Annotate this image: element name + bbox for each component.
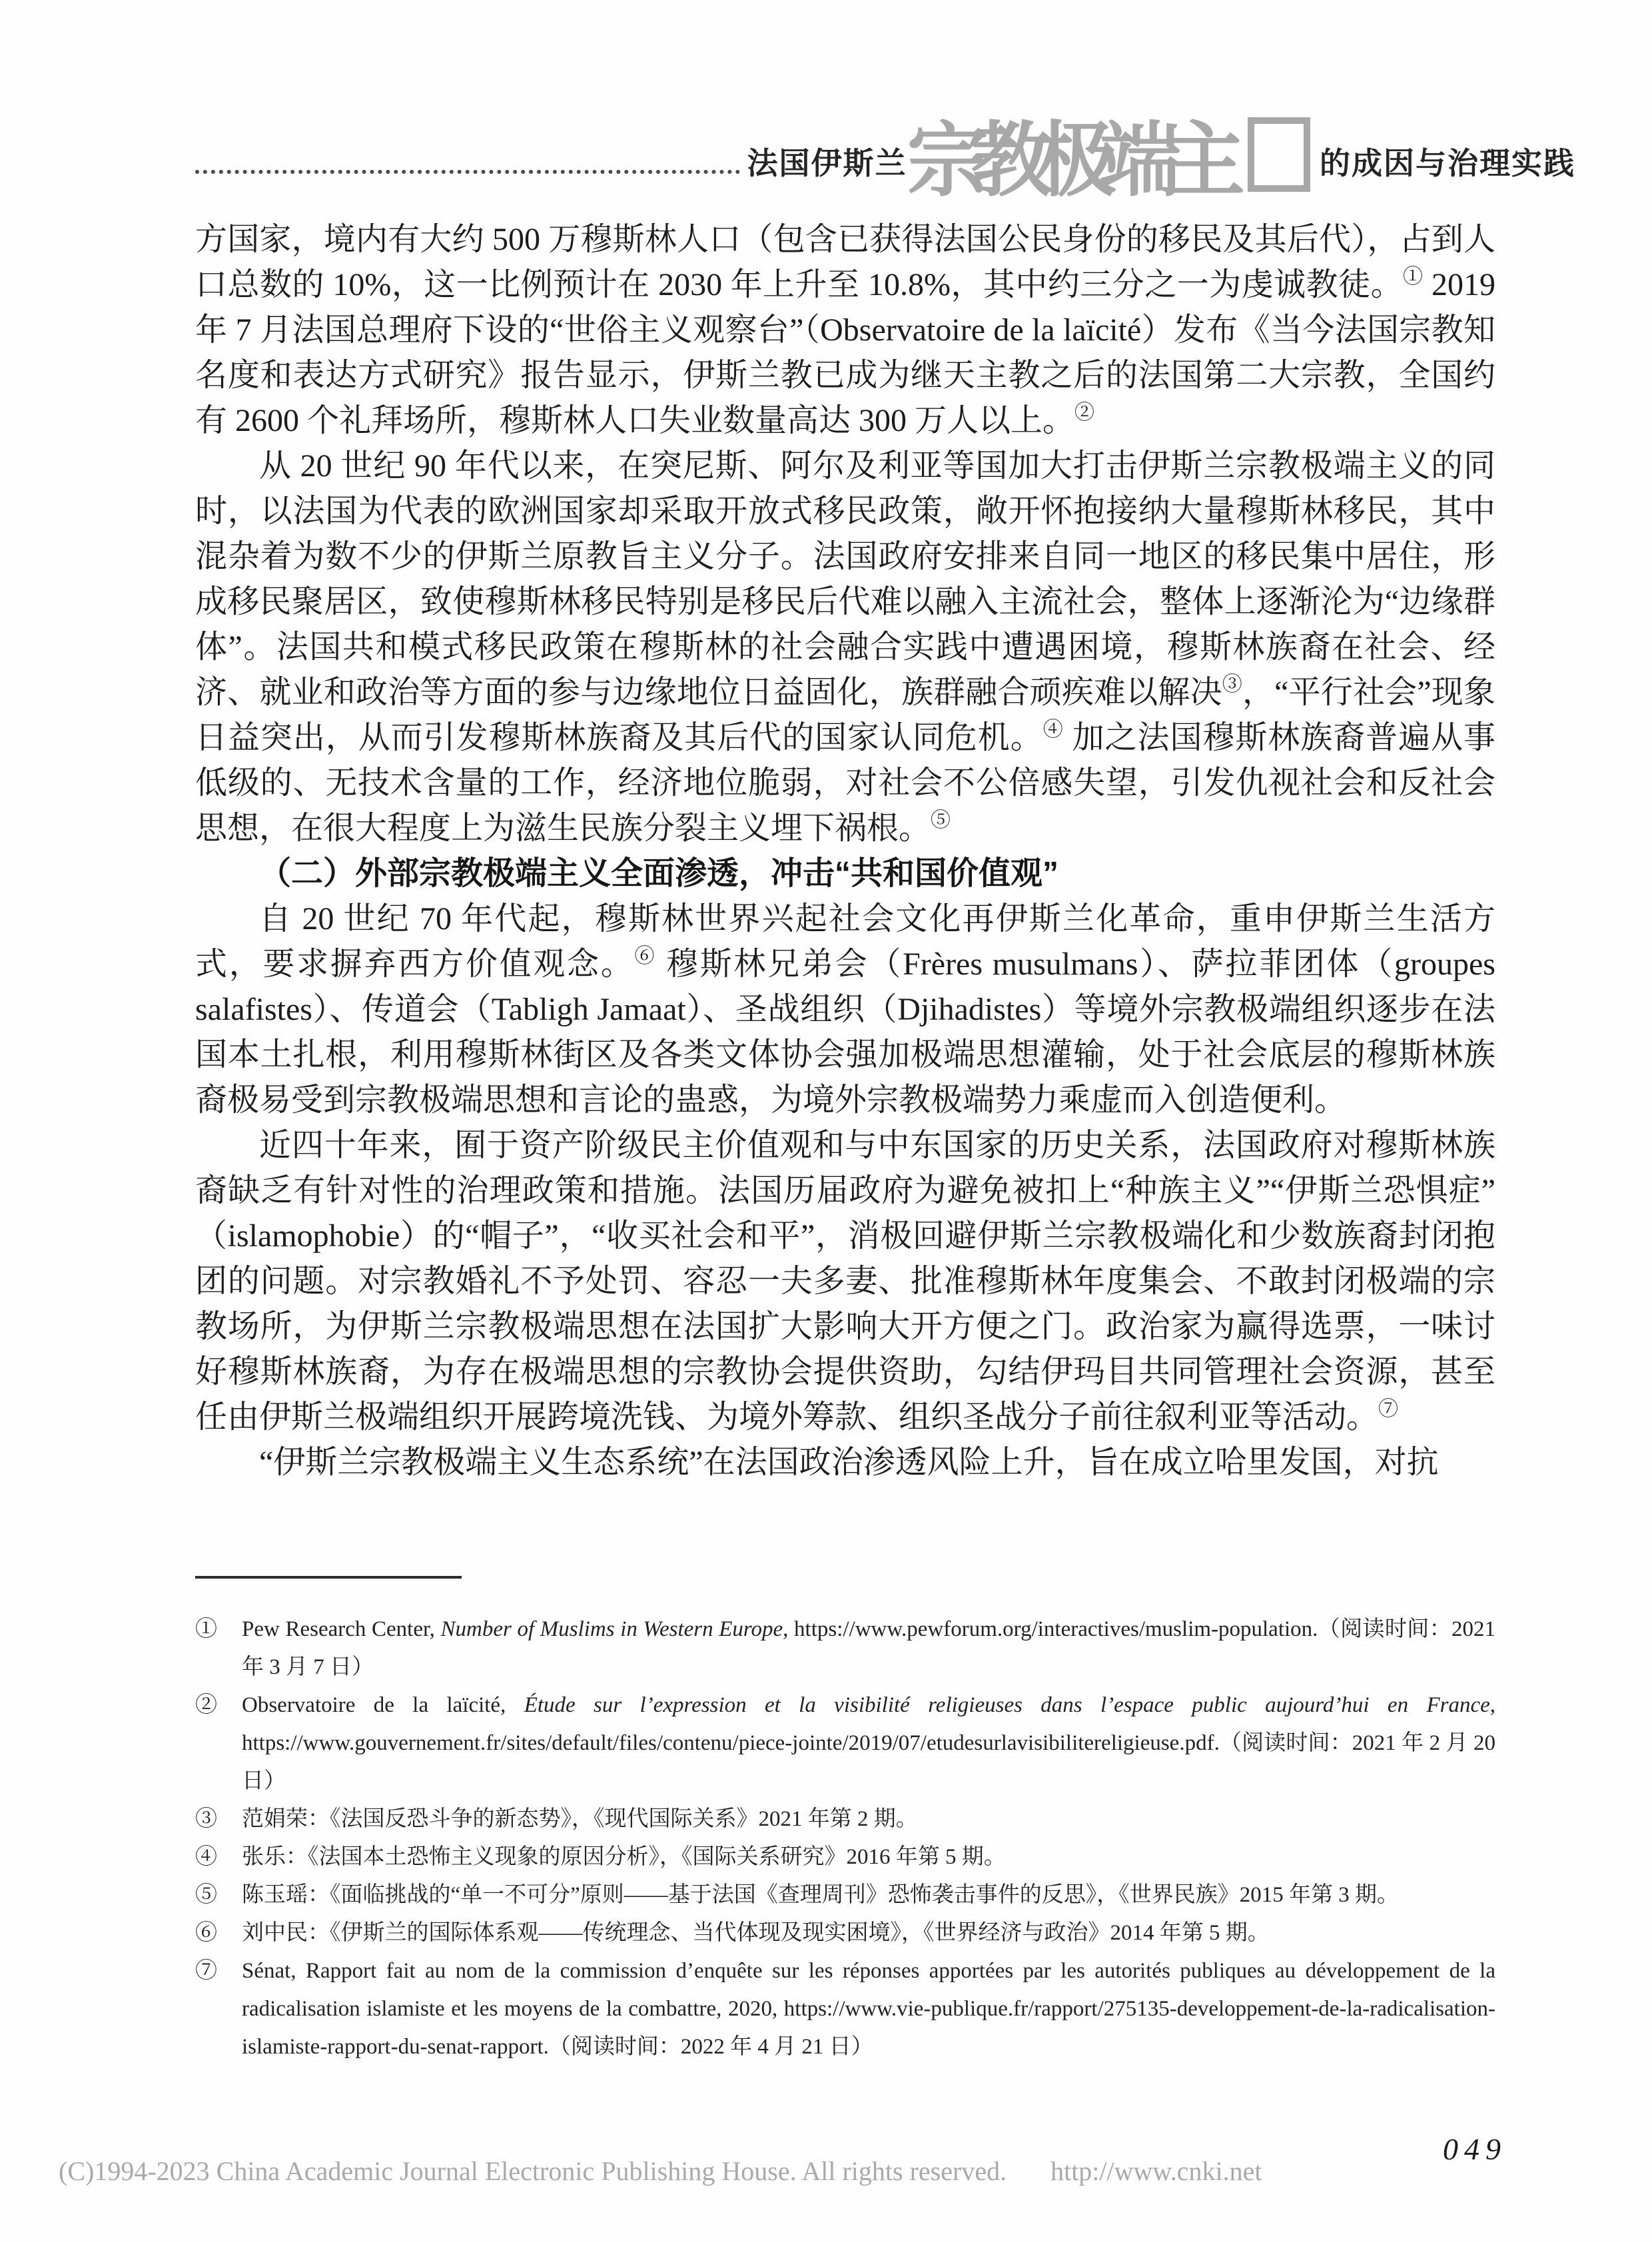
paragraph: 近四十年来，囿于资产阶级民主价值观和与中东国家的历史关系，法国政府对穆斯林族裔缺乏有针对性的治理政策和措施。法国历届政府为避免被扣上“种族主义”“伊斯兰恐惧症”（islamophobie）的“帽子”，“收买社会和平”，消极回避伊斯兰宗教极端化和少数族裔封闭抱团的问题。对宗教婚礼不予处罚、容忍一夫多妻、批准穆斯林年度集会、不敢封闭极端的宗教场所，为伊斯兰宗教极端思想在法国扩大影响大开方便之门。政治家为赢得选票，一味讨好穆斯林族裔，为存在极端思想的宗教协会提供资助，勾结伊玛目共同管理社会资源，甚至任由伊斯兰极端组织开展跨境洗钱、为境外筹款、组织圣战分子前往叙利亚等活动。⑦: [195, 1128, 1495, 1435]
running-title-prefix: 法国伊斯兰: [747, 146, 907, 181]
section-heading: （二）外部宗教极端主义全面渗透，冲击“共和国价值观”: [259, 856, 1059, 891]
footnote-item: ④ 张乐：《法国本土恐怖主义现象的原因分析》，《国际关系研究》2016 年第 5 期。: [195, 1838, 1495, 1876]
footnote-item: ⑥ 刘中民：《伊斯兰的国际体系观——传统理念、当代体现及现实困境》，《世界经济与政治》2014 年第 5 期。: [195, 1914, 1495, 1952]
footnote-item: ⑦ Sénat, Rapport fait au nom de la commission d’enquête sur les réponses apportées par les autorités publiques au développement de la radicalisation islamiste et les moyens de la combattre, 2020, https://www.vie-publique.fr/rapport/275135-developpement-de-la-radicalisation-islamiste-rapport-du-senat-rapport.（阅读时间：2022 年 4 月 21 日）: [195, 1952, 1495, 2066]
footer-url: http://www.cnki.net: [1050, 2156, 1262, 2186]
footnote-ref: ⑦: [1378, 1398, 1399, 1420]
body-text: [195, 217, 1495, 1485]
footnote-marker: ①: [195, 1617, 217, 1641]
footnote-item: ① Pew Research Center, Number of Muslims in Western Europe, https://www.pewforum.org/interactives/muslim-population.（阅读时间：2021 年 3 月 7 日）: [195, 1611, 1495, 1686]
footnote-marker: ②: [195, 1693, 217, 1717]
header-dotted-leader: [195, 170, 740, 174]
footer-copyright: (C)1994-2023 China Academic Journal Electronic Publishing House. All rights reserved.: [59, 2156, 1007, 2186]
page-footer: [59, 2155, 1599, 2187]
footnote-ref: ②: [1074, 402, 1095, 424]
footnote-item: ③ 范娟荣：《法国反恐斗争的新态势》，《现代国际关系》2021 年第 2 期。: [195, 1800, 1495, 1838]
footnote-marker: ⑦: [195, 1959, 217, 1983]
footnote-ref: ①: [1403, 266, 1424, 288]
page-header: [195, 99, 1575, 205]
footnote-work-title: Étude sur l’expression et la visibilité religieuses dans l’espace public aujourd’hui en France: [524, 1693, 1490, 1717]
footnote-marker: ⑥: [195, 1921, 217, 1945]
running-title-suffix: 的成因与治理实践: [1320, 146, 1575, 181]
missing-glyph-box-icon: [1248, 117, 1310, 192]
paragraph: 自 20 世纪 70 年代起，穆斯林世界兴起社会文化再伊斯兰化革命，重申伊斯兰生活方式，要求摒弃西方价值观念。⑥ 穆斯林兄弟会（Frères musulmans）、萨拉菲团体（groupes salafistes）、传道会（Tabligh Jamaat）、圣战组织（Djihadistes）等境外宗教极端组织逐步在法国本土扎根，利用穆斯林街区及各类文体协会强加极端思想灌输，处于社会底层的穆斯林族裔极易受到宗教极端思想和言论的蛊惑，为境外宗教极端势力乘虚而入创造便利。: [195, 901, 1495, 1118]
footnote-item: ② Observatoire de la laïcité, Étude sur l’expression et la visibilité religieuses dans l’espace public aujourd’hui en France, https://www.gouvernement.fr/sites/default/files/contenu/piece-jointe/2019/07/etudesurlavisibilitereligieuse.pdf.（阅读时间：2021 年 2 月 20 日）: [195, 1686, 1495, 1800]
footnote-ref: ⑥: [634, 945, 657, 967]
paragraph: 从 20 世纪 90 年代以来，在突尼斯、阿尔及利亚等国加大打击伊斯兰宗教极端主义的同时，以法国为代表的欧洲国家却采取开放式移民政策，敞开怀抱接纳大量穆斯林移民，其中混杂着为数不少的伊斯兰原教旨主义分子。法国政府安排来自同一地区的移民集中居住，形成移民聚居区，致使穆斯林移民特别是移民后代难以融入主流社会，整体上逐渐沦为“边缘群体”。法国共和模式移民政策在穆斯林的社会融合实践中遭遇困境，穆斯林族裔在社会、经济、就业和政治等方面的参与边缘地位日益固化，族群融合顽疾难以解决③，“平行社会”现象日益突出，从而引发穆斯林族裔及其后代的国家认同危机。④ 加之法国穆斯林族裔普遍从事低级的、无技术含量的工作，经济地位脆弱，对社会不公倍感失望，引发仇视社会和反社会思想，在很大程度上为滋生民族分裂主义埋下祸根。⑤: [195, 448, 1495, 846]
paragraph: “伊斯兰宗教极端主义生态系统”在法国政治渗透风险上升，旨在成立哈里发国，对抗: [259, 1445, 1439, 1480]
footnote-separator: [195, 1576, 462, 1579]
footnote-marker: ④: [195, 1845, 217, 1869]
paragraph: 方国家，境内有大约 500 万穆斯林人口（包含已获得法国公民身份的移民及其后代），占到人口总数的 10%，这一比例预计在 2030 年上升至 10.8%，其中约三分之一为虔诚教徒。① 2019 年 7 月法国总理府下设的“世俗主义观察台”（Observatoire de la laïcité）发布《当今法国宗教知名度和表达方式研究》报告显示，伊斯兰教已成为继天主教之后的法国第二大宗教，全国约有 2600 个礼拜场所，穆斯林人口失业数量高达 300 万人以上。②: [195, 222, 1496, 438]
page-number: 049: [1443, 2132, 1507, 2166]
footnote-ref: ④: [1042, 719, 1064, 741]
footnote-item: ⑤ 陈玉瑶：《面临挑战的“单一不可分”原则——基于法国《查理周刊》恐怖袭击事件的反思》，《世界民族》2015 年第 3 期。: [195, 1876, 1495, 1914]
footnote-marker: ③: [195, 1807, 217, 1831]
footnotes: [195, 1611, 1495, 2066]
footnote-marker: ⑤: [195, 1883, 217, 1907]
footnote-work-title: Number of Muslims in Western Europe: [440, 1617, 783, 1641]
footnote-ref: ⑤: [931, 809, 951, 831]
running-title-highlight: 宗教极端主: [907, 115, 1228, 206]
footnote-ref: ③: [1222, 673, 1242, 695]
